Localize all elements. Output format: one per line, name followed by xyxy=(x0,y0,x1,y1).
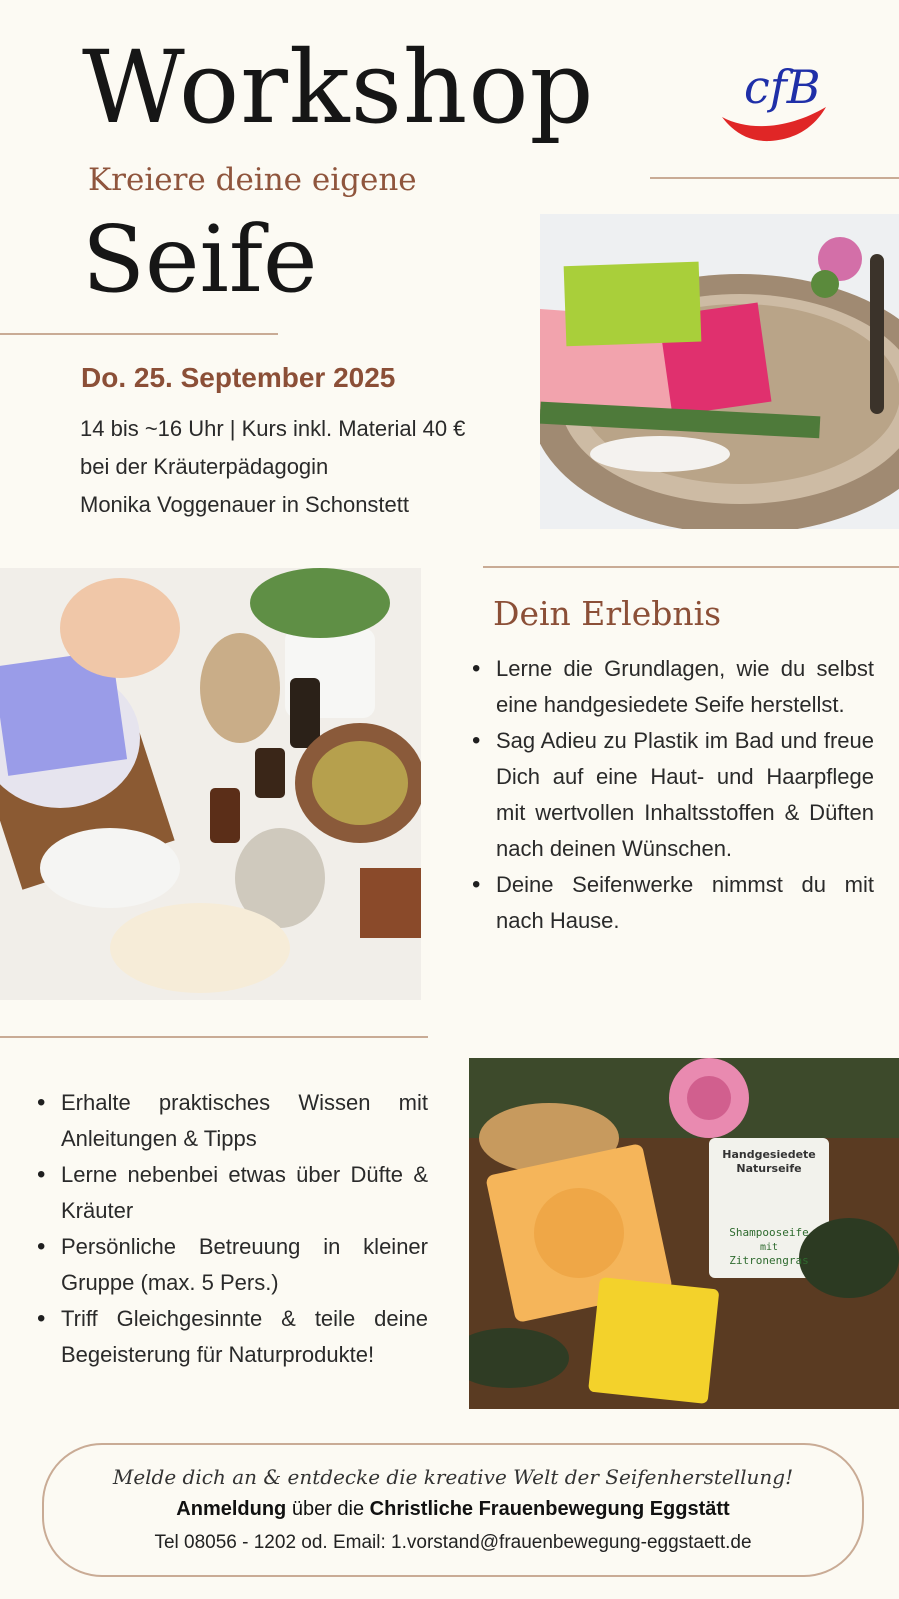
event-date: Do. 25. September 2025 xyxy=(81,362,396,393)
divider-under-title xyxy=(0,333,278,335)
list-item: • Erhalte praktisches Wissen mit Anleitungen & Tipps xyxy=(35,1085,428,1157)
signup-connector: über die xyxy=(286,1498,370,1520)
signup-label: Anmeldung xyxy=(176,1498,287,1520)
label-line4: mit xyxy=(759,1242,779,1253)
event-location: Monika Voggenauer in Schonstett xyxy=(80,492,410,517)
footer-invite: Melde dich an & entdecke die kreative Welt der Seifenherstellung! xyxy=(112,1465,794,1489)
page-title-seife: Seife xyxy=(82,206,318,313)
footer-contact: Tel 08056 - 1202 od. Email: 1.vorstand@frauenbewegung-eggstaett.de xyxy=(154,1532,752,1553)
footer-signup xyxy=(44,1493,862,1526)
list-item: • Triff Gleichgesinnte & teile deine Begeisterung für Naturprodukte! xyxy=(35,1301,428,1373)
label-line5: Zitronengras xyxy=(729,1254,809,1267)
page-title: Workshop xyxy=(82,29,595,146)
experience-title: Dein Erlebnis xyxy=(493,594,722,633)
divider-top-right xyxy=(650,177,899,179)
organization-name: Christliche Frauenbewegung Eggstätt xyxy=(369,1498,730,1520)
label-line2: Naturseife xyxy=(736,1162,802,1175)
list-item: • Lerne die Grundlagen, wie du selbst eine handgesiedete Seife herstellst. xyxy=(470,651,874,723)
divider-benefits xyxy=(0,1036,428,1038)
photo-soap-materials xyxy=(0,568,421,1000)
experience-list xyxy=(470,651,874,939)
logo-text: cfB xyxy=(744,60,821,114)
list-item: • Deine Seifenwerke nimmst du mit nach Hause. xyxy=(470,867,874,939)
cfb-logo xyxy=(722,55,842,145)
signup-box xyxy=(42,1443,864,1577)
label-line3: Shampooseife xyxy=(729,1226,809,1239)
list-item: • Persönliche Betreuung in kleiner Gruppe (max. 5 Pers.) xyxy=(35,1229,428,1301)
label-line1: Handgesiedete xyxy=(722,1148,816,1161)
photo-finished-soaps xyxy=(469,1058,899,1409)
list-item: • Lerne nebenbei etwas über Düfte & Kräuter xyxy=(35,1157,428,1229)
event-details xyxy=(80,410,465,524)
list-item: • Sag Adieu zu Plastik im Bad und freue Dich auf eine Haut- und Haarpflege mit wertvollen Inhaltsstoffen & Düften nach deinen Wünschen. xyxy=(470,723,874,867)
event-host: bei der Kräuterpädagogin xyxy=(80,454,329,479)
photo-soap-tray xyxy=(540,214,899,529)
event-time-price: 14 bis ~16 Uhr | Kurs inkl. Material 40 € xyxy=(80,416,466,441)
page-subtitle: Kreiere deine eigene xyxy=(88,162,417,198)
divider-erlebnis xyxy=(483,566,899,568)
benefits-list xyxy=(35,1085,428,1373)
